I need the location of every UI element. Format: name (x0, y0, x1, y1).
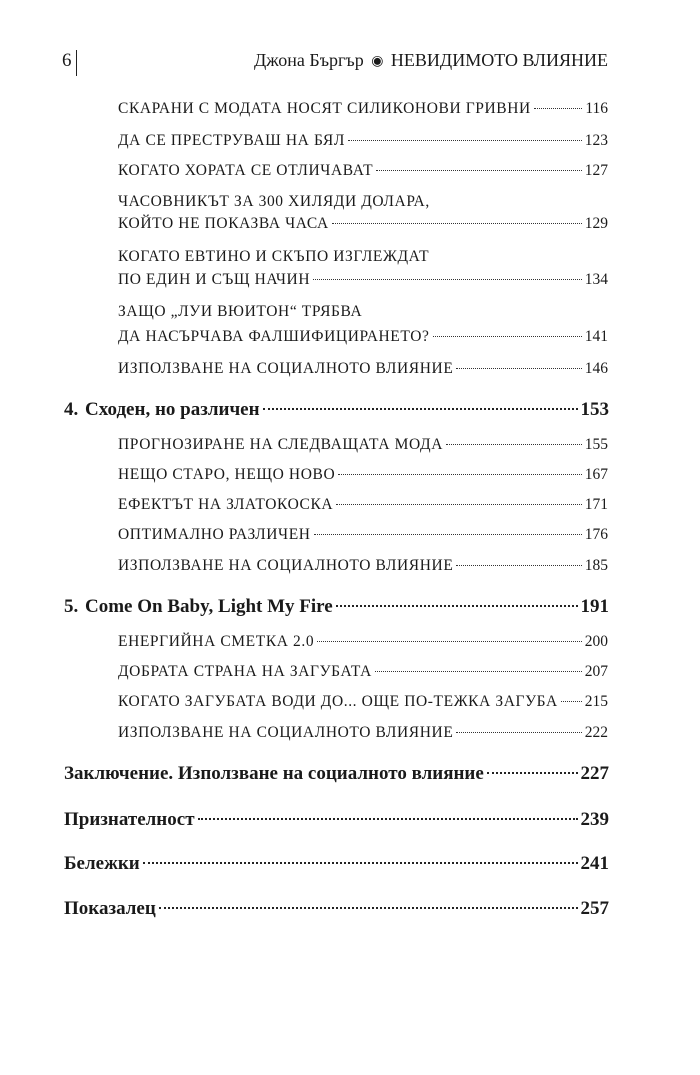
dot-leader (336, 504, 582, 505)
toc-entry-page: 200 (584, 633, 608, 650)
toc-entry[interactable] (118, 271, 608, 289)
dot-leader (143, 862, 578, 864)
dot-leader (376, 170, 582, 171)
toc-entry-page: 146 (584, 360, 608, 377)
toc-notes[interactable] (64, 853, 609, 875)
book-title: НЕВИДИМОТО ВЛИЯНИЕ (390, 50, 608, 70)
toc-entry[interactable] (118, 693, 608, 711)
toc-entry-page: 207 (584, 663, 608, 680)
dot-leader (375, 671, 582, 672)
chapter-number: 4. (64, 399, 79, 420)
toc-entry[interactable] (118, 724, 608, 742)
toc-entry[interactable] (118, 100, 608, 118)
toc-entry-page: 215 (584, 693, 608, 710)
toc-entry-page: 134 (584, 271, 608, 288)
toc-entry-title: ИЗПОЛЗВАНЕ НА СОЦИАЛНОТО ВЛИЯНИЕ (118, 360, 454, 377)
chapter-title: Come On Baby, Light My Fire (85, 596, 333, 617)
toc-chapter-4[interactable] (64, 399, 609, 421)
toc-entry-title: ДОБРАТА СТРАНА НА ЗАГУБАТА (118, 663, 372, 680)
toc-entry[interactable] (118, 436, 608, 454)
dot-leader (456, 368, 581, 369)
toc-entry-title: ПРОГНОЗИРАНЕ НА СЛЕДВАЩАТА МОДА (118, 436, 443, 453)
toc-main-title: Признателност (64, 809, 195, 830)
toc-entry-page: 167 (584, 466, 608, 483)
running-header (62, 50, 608, 76)
toc-entry[interactable] (118, 215, 608, 233)
toc-main-page: 257 (580, 898, 609, 919)
toc-main-page: 227 (580, 763, 609, 784)
toc-entry-title: ИЗПОЛЗВАНЕ НА СОЦИАЛНОТО ВЛИЯНИЕ (118, 557, 454, 574)
toc-entry-page: 171 (584, 496, 608, 513)
dot-leader (446, 444, 582, 445)
dot-leader (456, 565, 581, 566)
dot-leader (433, 336, 582, 337)
toc-entry-title: ДА СЕ ПРЕСТРУВАШ НА БЯЛ (118, 132, 345, 149)
toc-entry-line1 (118, 303, 608, 321)
toc-main-title: Заключение. Използване на социалното влияние (64, 763, 484, 784)
toc-entry[interactable] (118, 466, 608, 484)
toc-entry-line1 (118, 193, 608, 211)
dot-leader (456, 732, 581, 733)
chapter-page: 153 (580, 399, 609, 420)
author-name: Джона Бъргър (253, 50, 364, 70)
toc-main-page: 241 (580, 853, 609, 874)
separator-icon: ◉ (371, 54, 384, 69)
toc-entry-title: ОПТИМАЛНО РАЗЛИЧЕН (118, 526, 311, 543)
dot-leader (314, 534, 582, 535)
toc-conclusion[interactable] (64, 763, 609, 785)
toc-index[interactable] (64, 898, 609, 920)
dot-leader (348, 140, 582, 141)
dot-leader (317, 641, 582, 642)
dot-leader (313, 279, 582, 280)
toc-entry-line1 (118, 248, 608, 266)
toc-entry-page: 185 (584, 557, 608, 574)
toc-entry[interactable] (118, 162, 608, 180)
toc-entry[interactable] (118, 526, 608, 544)
toc-entry-title: НЕЩО СТАРО, НЕЩО НОВО (118, 466, 336, 483)
running-head (254, 50, 608, 71)
toc-entry[interactable] (118, 496, 608, 514)
toc-entry[interactable] (118, 557, 608, 575)
toc-main-page: 239 (580, 809, 609, 830)
toc-entry-page: 123 (584, 132, 608, 149)
toc-entry-title-line1: КОГАТО ЕВТИНО И СКЪПО ИЗГЛЕЖДАТ (118, 248, 430, 265)
toc-entry-title: ПО ЕДИН И СЪЩ НАЧИН (118, 271, 311, 288)
dot-leader (336, 605, 578, 607)
toc-entry-title: ДА НАСЪРЧАВА ФАЛШИФИЦИРАНЕТО? (118, 328, 430, 345)
toc-main-title: Показалец (64, 898, 156, 919)
toc-entry[interactable] (118, 633, 608, 651)
toc-entry-page: 176 (584, 526, 608, 543)
dot-leader (487, 772, 578, 774)
header-divider (76, 50, 77, 76)
toc-entry-title: ЕФЕКТЪТ НА ЗЛАТОКОСКА (118, 496, 334, 513)
toc-entry-title: СКАРАНИ С МОДАТА НОСЯТ СИЛИКОНОВИ ГРИВНИ (118, 100, 531, 117)
toc-chapter-5[interactable] (64, 596, 609, 618)
toc-acknowledgements[interactable] (64, 809, 609, 831)
toc-entry-title-line1: ЧАСОВНИКЪТ ЗА 300 ХИЛЯДИ ДОЛАРА, (118, 193, 430, 210)
toc-entry-page: 127 (584, 162, 608, 179)
dot-leader (159, 907, 578, 909)
dot-leader (332, 223, 582, 224)
toc-entry[interactable] (118, 360, 608, 378)
dot-leader (338, 474, 582, 475)
toc-main-title: Бележки (64, 853, 140, 874)
page-number: 6 (62, 50, 72, 71)
toc-entry-title-line1: ЗАЩО „ЛУИ ВЮИТОН“ ТРЯБВА (118, 303, 363, 320)
dot-leader (263, 408, 578, 410)
toc-entry-title: КОЙТО НЕ ПОКАЗВА ЧАСА (118, 215, 329, 232)
toc-entry-title: КОГАТО ХОРАТА СЕ ОТЛИЧАВАТ (118, 162, 374, 179)
chapter-title: Сходен, но различен (85, 399, 260, 420)
dot-leader (198, 818, 578, 820)
toc-entry-page: 155 (584, 436, 608, 453)
toc-entry[interactable] (118, 328, 608, 346)
toc-entry-title: ЕНЕРГИЙНА СМЕТКА 2.0 (118, 633, 315, 650)
chapter-page: 191 (580, 596, 609, 617)
toc-entry-title: ИЗПОЛЗВАНЕ НА СОЦИАЛНОТО ВЛИЯНИЕ (118, 724, 454, 741)
toc-entry-title: КОГАТО ЗАГУБАТА ВОДИ ДО... ОЩЕ ПО-ТЕЖКА ЗАГУБА (118, 693, 558, 710)
dot-leader (534, 108, 582, 109)
chapter-number: 5. (64, 596, 79, 617)
toc-entry[interactable] (118, 663, 608, 681)
toc-entry-page: 222 (584, 724, 608, 741)
toc-entry-page: 141 (584, 328, 608, 345)
toc-entry[interactable] (118, 132, 608, 150)
dot-leader (561, 701, 582, 702)
toc-entry-page: 116 (585, 100, 608, 117)
toc-entry-page: 129 (584, 215, 608, 232)
